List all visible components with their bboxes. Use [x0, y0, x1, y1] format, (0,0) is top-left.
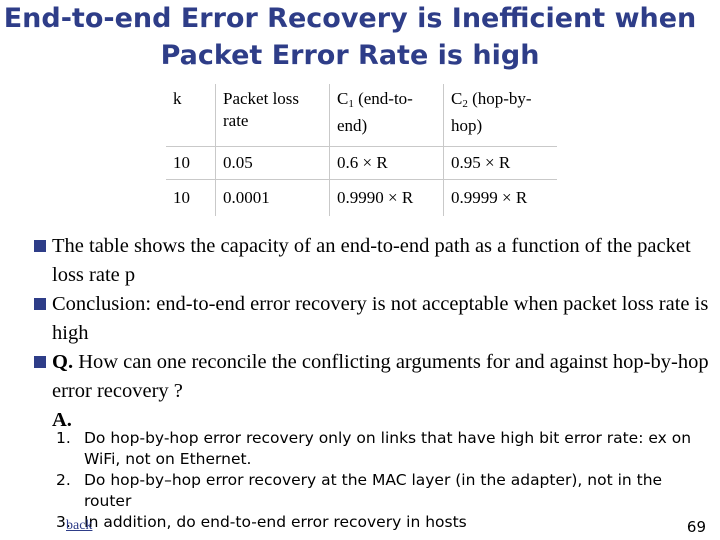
- answer-text: In addition, do end-to-end error recovery in hosts: [84, 513, 467, 531]
- page-number: 69: [686, 518, 706, 536]
- slide-title-line-2: Packet Error Rate is high: [160, 40, 540, 71]
- bullet-square-icon: [34, 240, 46, 252]
- answer-text: Do hop-by-hop error recovery only on links that have high bit error rate: ex on WiFi, not on Ethernet.: [84, 429, 692, 468]
- table-row: [166, 147, 557, 180]
- slide-title: [0, 0, 700, 74]
- answer-item: [56, 428, 696, 470]
- answer-item: [56, 470, 696, 512]
- answer-item: [56, 512, 696, 533]
- header-k: k: [166, 84, 216, 147]
- answer-label: A.: [52, 409, 72, 431]
- bullet-list: [32, 232, 712, 435]
- table-header-row: [166, 84, 557, 147]
- question-label: Q.: [52, 351, 74, 373]
- answer-number: 1.: [56, 429, 71, 447]
- slide-title-line-1: End-to-end Error Recovery is Inefficient when: [3, 3, 697, 34]
- answer-number: 2.: [56, 471, 71, 489]
- bullet-item: [32, 348, 712, 435]
- cell-packet-loss-rate: 0.0001: [216, 180, 330, 217]
- answer-text: Do hop-by–hop error recovery at the MAC layer (in the adapter), not in the router: [84, 471, 663, 510]
- cell-c2: 0.9999 × R: [451, 188, 528, 207]
- header-packet-loss-rate: Packet loss rate: [216, 84, 330, 147]
- back-link[interactable]: back: [66, 518, 93, 533]
- answer-list: [56, 428, 696, 533]
- cell-packet-loss-rate: 0.05: [216, 147, 330, 180]
- cell-k: 10: [166, 180, 216, 217]
- table-row: [166, 180, 557, 217]
- capacity-table: [166, 84, 557, 216]
- answer-number: 3.: [56, 513, 71, 531]
- bullet-text: Conclusion: end-to-end error recovery is not acceptable when packet loss rate is high: [52, 293, 709, 344]
- cell-c2: 0.95 × R: [444, 147, 558, 180]
- bullet-item: [32, 232, 712, 290]
- header-c1: $C_1$ (end-to-end): [330, 84, 444, 147]
- cell-c1: 0.6 × R: [330, 147, 444, 180]
- bullet-text: How can one reconcile the conflicting arguments for and against hop-by-hop error recovery ?: [52, 351, 709, 402]
- header-c2: $C_2$ (hop-by-hop): [444, 84, 558, 147]
- bullet-item: [32, 290, 712, 348]
- bullet-square-icon: [34, 298, 46, 310]
- cell-k: 10: [166, 147, 216, 180]
- bullet-text: The table shows the capacity of an end-to-end path as a function of the packet loss rate p: [52, 235, 691, 286]
- cell-c1: 0.9990 × R: [330, 180, 444, 217]
- bullet-square-icon: [34, 356, 46, 368]
